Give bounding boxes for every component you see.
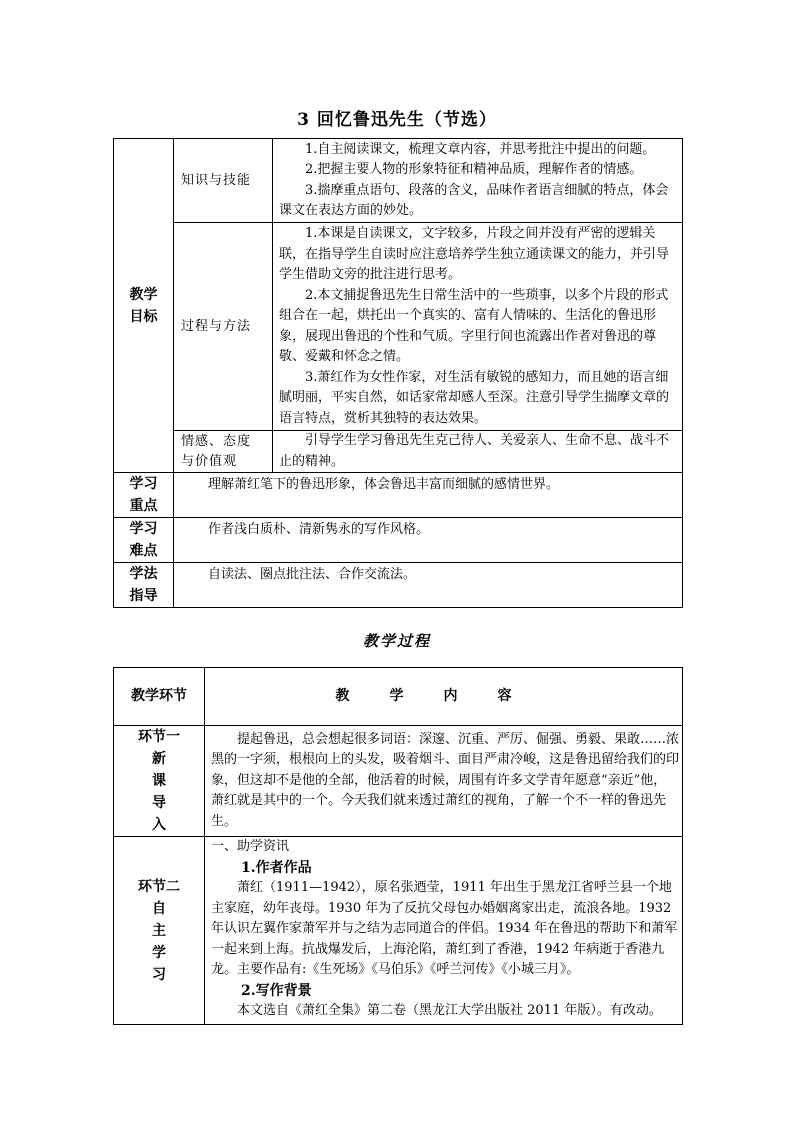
knowledge-label: 知识与技能 (174, 139, 273, 223)
table-row (114, 518, 683, 563)
difficulty-label (114, 518, 174, 563)
label-line: 重点 (129, 498, 158, 514)
label-line: 导 (152, 795, 166, 811)
table-row (114, 668, 683, 726)
label-line: 习 (152, 966, 166, 983)
label-line: 学习 (129, 476, 158, 492)
label-line: 教学 (129, 286, 158, 303)
cell-text: 作者浅白质朴、清新隽永的写作风格。 (208, 522, 430, 537)
table-row (114, 431, 683, 473)
stage-content (205, 726, 683, 837)
label-line: 学 (152, 944, 166, 961)
table-row (114, 726, 683, 837)
column-header: 教学内容 (205, 668, 683, 726)
stage-label (114, 726, 205, 837)
difficulty-content (174, 518, 683, 563)
cell-text: 自读法、圈点批注法、合作交流法。 (208, 567, 417, 582)
label-line: 环节二 (138, 878, 180, 895)
emotion-label (174, 431, 273, 473)
objectives-label (114, 139, 174, 473)
table-row (114, 139, 683, 223)
emotion-content (273, 431, 683, 473)
paragraph: 3.揣摩重点语句、段落的含义，品味作者语言细腻的特点，体会课文在表达方面的妙处。 (279, 182, 669, 218)
label-line: 主 (152, 922, 166, 939)
table-row (114, 473, 683, 518)
key-point-label (114, 473, 174, 518)
label-line: 学法 (129, 566, 158, 582)
label-line: 入 (152, 817, 166, 833)
label-line: 指导 (129, 588, 158, 604)
method-label (114, 563, 174, 608)
paragraph: 2.把握主要人物的形象特征和精神品质，理解作者的情感。 (305, 162, 643, 177)
subheading: 1.作者作品 (241, 859, 312, 876)
label-line: 难点 (129, 543, 158, 559)
paragraph: 引导学生学习鲁迅先生克己待人、关爱亲人、生命不息、战斗不止的精神。 (279, 433, 670, 469)
key-point-content (174, 473, 683, 518)
paragraph: 本文选自《萧红全集》第二卷（黑龙江大学出版社 2011 年版）。有改动。 (237, 1003, 662, 1018)
stage-content (205, 837, 683, 1025)
label-line: 环节一 (138, 729, 180, 745)
objectives-table (113, 138, 683, 608)
paragraph: 萧红（1911—1942），原名张迺莹，1911 年出生于黑龙江省呼兰县一个地主家庭，幼年丧母。1930 年为了反抗父母包办婚姻离家出走，流浪各地。1932 年认识左翼作家萧军并与之结为志同道合的伴侣。1934 年在鲁迅的帮助下和萧军一起来到上海。抗战爆发后，上海沦陷，萧红到了香港，1942 年病逝于香港九龙。主要作品有:《生死场》《马伯乐》《呼兰河传》《小城三月》。 (211, 880, 678, 977)
table-row (114, 223, 683, 431)
subheading: 2.写作背景 (241, 982, 312, 999)
process-content (273, 223, 683, 431)
cell-text: 理解萧红笔下的鲁迅形象，体会鲁迅丰富而细腻的感情世界。 (208, 477, 560, 492)
paragraph: 1.自主阅读课文，梳理文章内容，并思考批注中提出的问题。 (305, 141, 656, 157)
paragraph: 1.本课是自读课文，文字较多，片段之间并没有严密的逻辑关联，在指导学生自读时应注意培养学生独立通读课文的能力，并引导学生借助文旁的批注进行思考。 (279, 226, 670, 282)
label-line: 情感、态度 (181, 433, 252, 449)
table-row (114, 563, 683, 608)
label-line: 目标 (129, 308, 158, 325)
method-content (174, 563, 683, 608)
knowledge-content (273, 139, 683, 223)
section-title: 教学过程 (362, 632, 431, 650)
paragraph: 3.萧红作为女性作家，对生活有敏锐的感知力，而且她的语言细腻明丽，平实自然，如话家常却感人至深。注意引导学生揣摩文章的语言特点，赏析其独特的表达效果。 (279, 369, 670, 426)
paragraph: 2.本文捕捉鲁迅先生日常生活中的一些琐事，以多个片段的形式组合在一起，烘托出一个真实的、富有人情味的、生活化的鲁迅形象，展现出鲁迅的个性和气质。字里行间也流露出作者对鲁迅的尊敬、爱戴和怀念之情。 (279, 287, 669, 364)
label-line: 课 (152, 773, 166, 789)
stage-label (114, 837, 205, 1025)
label-line: 与价值观 (181, 453, 238, 469)
label-line: 新 (152, 751, 166, 767)
column-header: 教学环节 (114, 668, 205, 726)
label-line: 学习 (129, 521, 158, 537)
paragraph: 提起鲁迅，总会想起很多词语：深邃、沉重、严厉、倔强、勇毅、果敢……浓黑的一字须，根根向上的头发，吸着烟斗、面目严肃冷峻，这是鲁迅留给我们的印象，但这却不是他的全部，他活着的时候，周围有许多文学青年愿意“亲近”他，萧红就是其中的一个。今天我们就来透过萧红的视角，了解一个不一样的鲁迅先生。 (211, 731, 680, 829)
page-title: 3 回忆鲁迅先生（节选） (297, 110, 497, 130)
process-label: 过程与方法 (174, 223, 273, 431)
process-table (113, 667, 683, 1025)
label-line: 自 (152, 900, 166, 917)
section-heading: 一、助学资讯 (211, 839, 290, 854)
table-row (114, 837, 683, 1025)
